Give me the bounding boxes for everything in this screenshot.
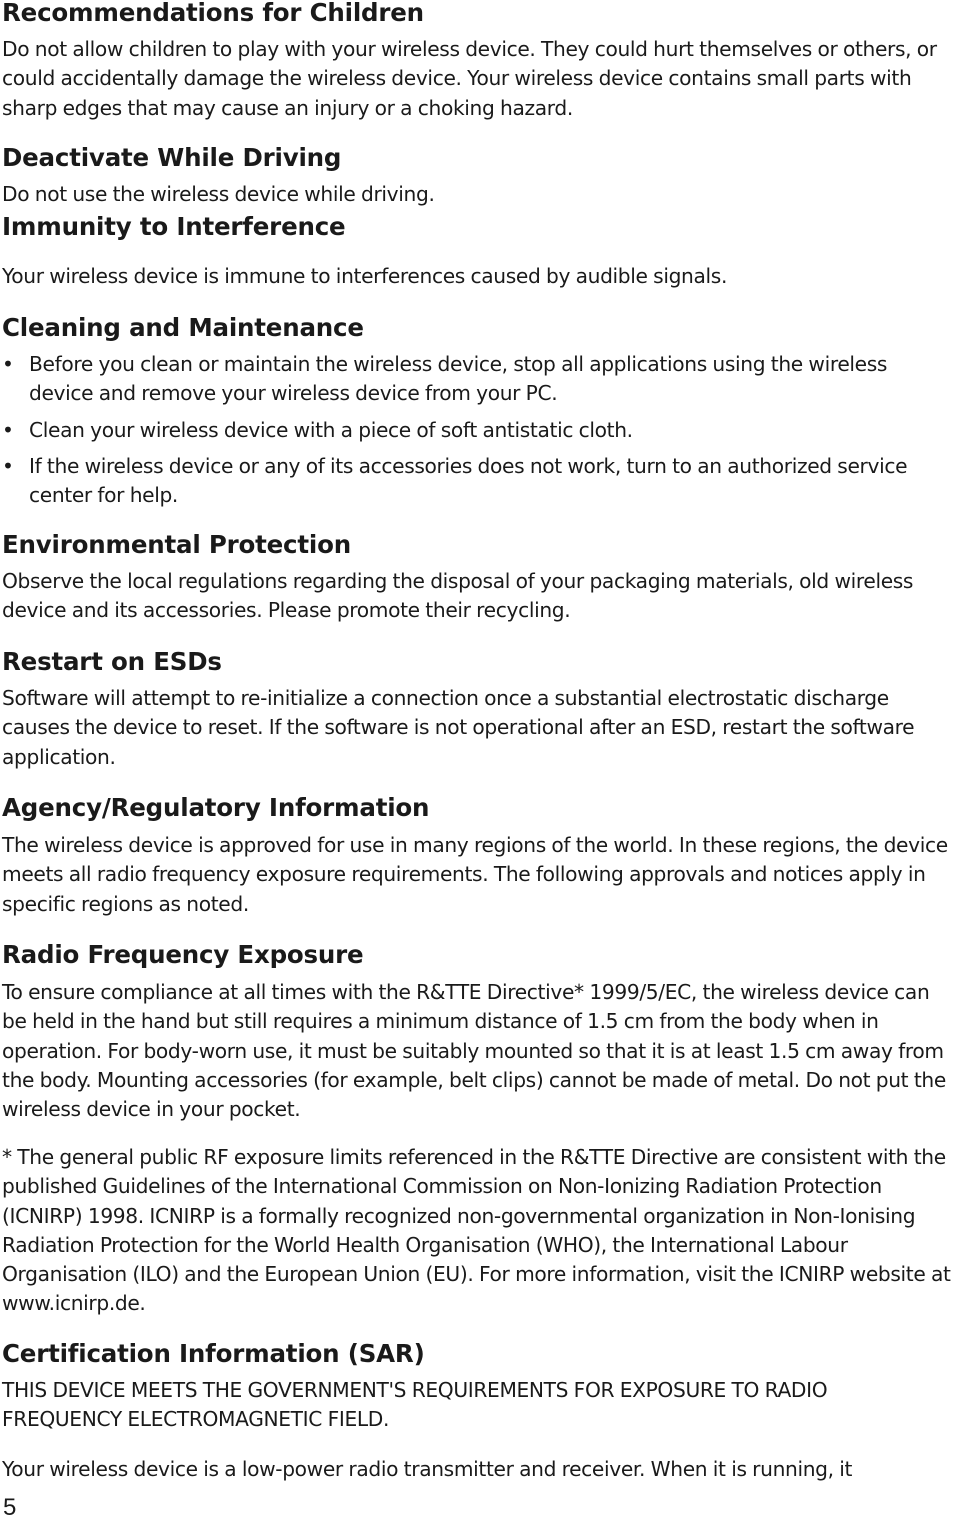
rf-paragraph: To ensure compliance at all times with the R&TTE Directive* 1999/5/EC, the wireless device can be held in the hand but still requires a minimum distance of 1.5 cm from the body when in operation. For body-worn use, it must be suitably mounted so that it is at least 1.5 cm away from the body. Mounting accessories (for example, belt clips) cannot be made of metal. Do not put the wireless device in your pocket. — [2, 980, 946, 1122]
heading-cleaning-and-maintenance: Cleaning and Maintenance — [2, 313, 364, 342]
heading-agency-regulatory-information: Agency/Regulatory Information — [2, 793, 430, 822]
sar-caps-paragraph: THIS DEVICE MEETS THE GOVERNMENT'S REQUIREMENTS FOR EXPOSURE TO RADIO FREQUENCY ELECTROMAGNETIC FIELD. — [2, 1378, 828, 1432]
driving-paragraph: Do not use the wireless device while driving. — [2, 182, 435, 206]
bullet-symbol: • — [2, 453, 14, 478]
agency-paragraph: The wireless device is approved for use in many regions of the world. In these regions, the device meets all radio frequency exposure requirements. The following approvals and notices apply in specific regions as noted. — [2, 833, 948, 916]
list-item — [2, 416, 942, 445]
heading-environmental-protection: Environmental Protection — [2, 530, 351, 559]
heading-deactivate-while-driving: Deactivate While Driving — [2, 143, 342, 172]
list-item — [2, 452, 942, 511]
environment-paragraph: Observe the local regulations regarding the disposal of your packaging materials, old wireless device and its accessories. Please promote their recycling. — [2, 569, 914, 623]
heading-radio-frequency-exposure: Radio Frequency Exposure — [2, 940, 364, 969]
bullet-symbol: • — [2, 352, 14, 376]
list-item — [2, 350, 942, 409]
cleaning-list — [2, 350, 942, 510]
page-number: 5 — [3, 1494, 17, 1521]
esd-paragraph: Software will attempt to re-initialize a connection once a substantial electrostatic discharge causes the device to reset. If the software is not operational after an ESD, restart the software application. — [2, 686, 915, 769]
heading-recommendations-for-children: Recommendations for Children — [2, 0, 424, 27]
heading-immunity-to-interference: Immunity to Interference — [2, 212, 346, 241]
rf-footnote: * The general public RF exposure limits referenced in the R&TTE Directive are consistent with the published Guidelines of the International Commission on Non-Ionizing Radiation Protection (ICNIRP) 1998. ICNIRP is a formally recognized non-governmental organization in Non-Ionising Radiation Protection for the World Health Organisation (WHO), the International Labour Organisation (ILO) and the European Union (EU). For more information, visit the ICNIRP website at www.icnirp.de. — [2, 1145, 951, 1316]
sar-paragraph: Your wireless device is a low-power radio transmitter and receiver. When it is running, it — [2, 1457, 853, 1481]
bullet-symbol: • — [2, 417, 14, 442]
list-item-text: If the wireless device or any of its accessories does not work, turn to an authorized service center for help. — [29, 453, 908, 508]
list-item-text: Before you clean or maintain the wireless device, stop all applications using the wireless device and remove your wireless device from your PC. — [29, 352, 888, 406]
list-item-text: Clean your wireless device with a piece of soft antistatic cloth. — [29, 417, 633, 442]
heading-certification-information-sar: Certification Information (SAR) — [2, 1339, 425, 1368]
immunity-paragraph: Your wireless device is immune to interferences caused by audible signals. — [2, 264, 728, 288]
children-paragraph: Do not allow children to play with your wireless device. They could hurt themselves or others, or could accidentally damage the wireless device. Your wireless device contains small parts with sharp edges that may cause an injury or a choking hazard. — [2, 37, 937, 120]
heading-restart-on-esds: Restart on ESDs — [2, 647, 222, 676]
